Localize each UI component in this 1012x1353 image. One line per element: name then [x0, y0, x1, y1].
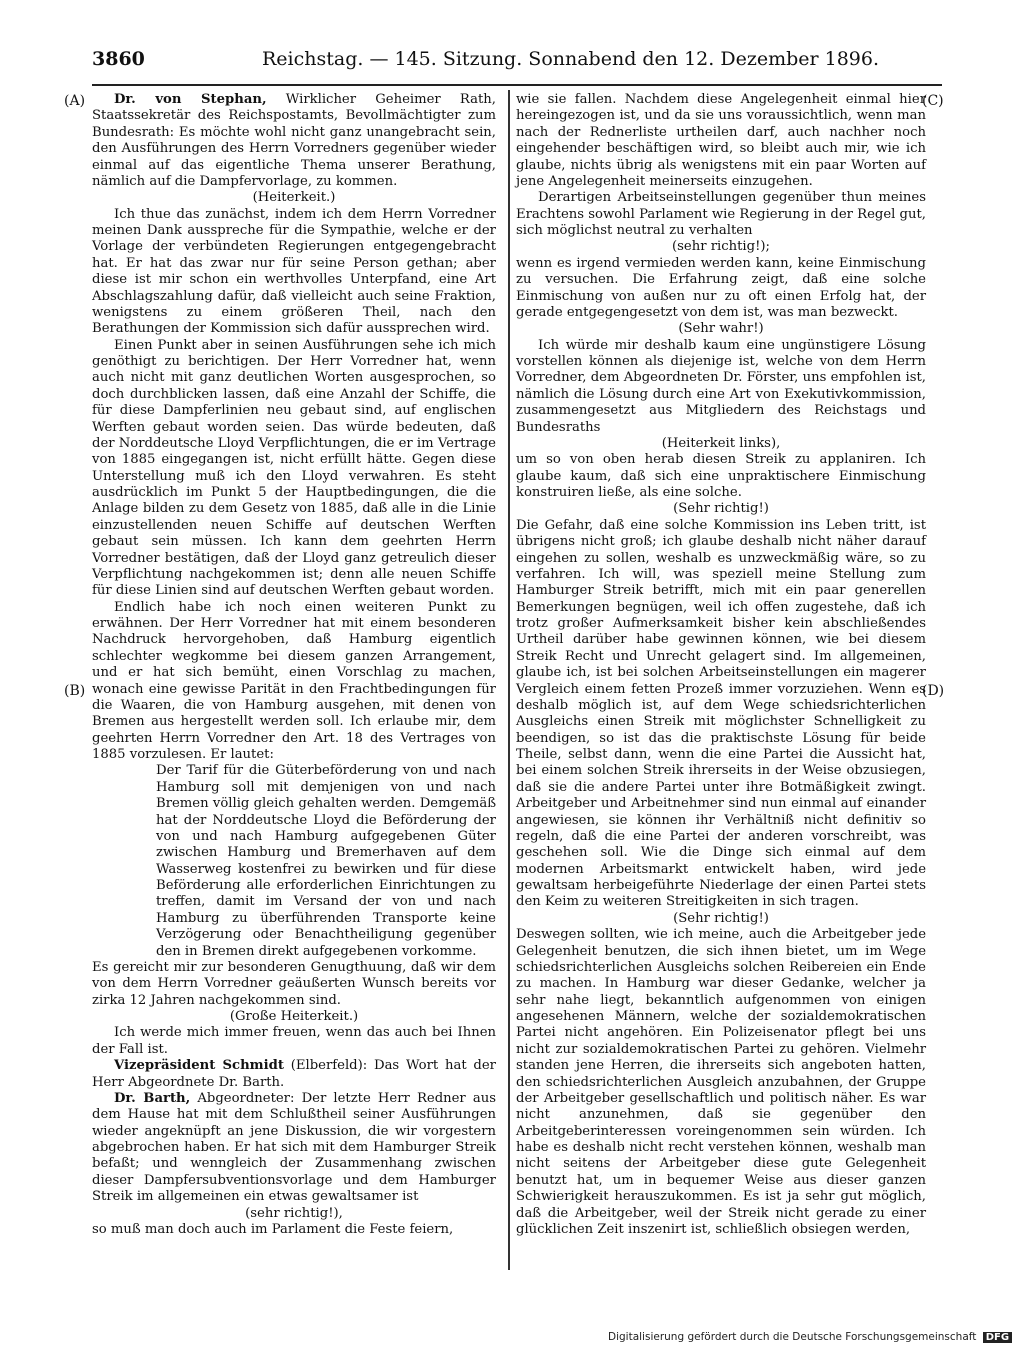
paragraph-text: Wirklicher Geheimer Rath, Staatssekretär des Reichspostamts, Bevollmächtigter zum Bundesrath: Es möchte wohl nicht ganz unangebracht sein, den Ausführungen des Herrn Vorredners gegenüber wieder einmal auf das eigentliche Thema unserer Berathung, nämlich auf die Dampfervorlage, zu kommen. [92, 92, 496, 189]
interjection: (Heiterkeit links), [661, 435, 781, 451]
paragraph: so muß man doch auch im Parlament die Feste feiern, [92, 1221, 454, 1237]
interjection: (Sehr wahr!) [678, 321, 764, 337]
running-title: Reichstag. — 145. Sitzung. Sonnabend den 12. Dezember 1896. [262, 48, 880, 70]
header-rule [92, 84, 942, 86]
paragraph: Derartigen Arbeitseinstellungen gegenüber thun meines Erachtens sowohl Parlament wie Regierung in der Regel gut, sich möglichst neutral zu verhalten [516, 190, 926, 238]
paragraph: Einen Punkt aber in seinen Ausführungen sehe ich mich genöthigt zu berichtigen. Der Herr Vorredner hat, wenn auch nicht mit ganz deutlichen Worten ausgesprochen, so doch durchblicken lassen, daß eine Anzahl der Schiffe, die für diese Dampferlinien neu gebaut sind, auf englischen Werften gebaut worden seien. Das würde bedeuten, daß der Norddeutsche Lloyd Verpflichtungen, die er im Vertrage von 1885 eingegangen ist, nicht erfüllt hätte. Gegen diese Unterstellung muß ich den Lloyd verwahren. Es steht ausdrücklich im Punkt 5 der Hauptbedingungen, die die Anlage bilden zu dem Gesetz von 1885, daß alle in die Linie einzustellenden neuen Schiffe auf deutschen Werften gebaut sein müssen. Ich kann dem geehrten Herrn Vorredner bestätigen, daß der Lloyd ganz getreulich dieser Verpflichtung nachgekommen ist; denn alle neuen Schiffe für diese Linien sind auf deutschen Werften gebaut worden. [92, 337, 496, 599]
speaker-name: Dr. von Stephan, [114, 92, 267, 107]
paragraph: Ich thue das zunächst, indem ich dem Herrn Vorredner meinen Dank ausspreche für die Sympathie, welche er der Vorlage der verbündeten Regierungen entgegengebracht hat. Er hat das zwar nur für seine Person gethan; aber diese ist mir schon ein werthvolles Unterpfand, eine Art Abschlagszahlung dafür, daß vielleicht auch seine Fraktion, wenigstens zu einem größeren Theil, nach den Berathungen der Kommission sich dafür aussprechen wird. [92, 206, 496, 337]
paragraph-text: Abgeordneter: Der letzte Herr Redner aus dem Hause hat mit dem Schlußtheil seiner Ausführungen wieder angeknüpft an jene Diskussion, die wir vorgestern abgebrochen haben. Er hat sich mit dem Hamburger Streik befaßt; und wenngleich der Zusammenhang zwischen dieser Dampfersubventionsvorlage und dem Hamburger Streik im allgemeinen ein etwas gewaltsamer ist [92, 1090, 497, 1205]
interjection: (sehr richtig!), [245, 1205, 343, 1221]
paragraph [92, 1058, 496, 1091]
paragraph: Deswegen sollten, wie ich meine, auch die Arbeitgeber jede Gelegenheit benutzen, die sich ihnen bietet, um im Wege schiedsrichterlichen Ausgleichs solchen Reibereien ein Ende zu machen. In Hamburg war dieser Gedanke, welcher ja sehr nahe liegt, bekanntlich aufgenommen von einigen angesehenen Männern, welche der sozialdemokratischen Partei nicht angehören. Ein Polizeisenator pflegt bei uns nicht zur sozialdemokratischen Partei zu gehören. Vielmehr standen jene Herren, die ihrerseits sich angeboten hatten, den schiedsrichterlichen Ausgleich anzubahnen, der Gruppe der Arbeitgeber gesellschaftlich und politisch näher. Es war nicht anzunehmen, daß sie gegenüber den Arbeitgeberinteressen voreingenommen sein würden. Ich habe es deshalb nicht recht verstehen können, weshalb man nicht seitens der Arbeitgeber diese gute Gelegenheit benutzt hat, um in bequemer Weise aus dieser ganzen Schwierigkeit herauszukommen. Es ist ja sehr gut möglich, daß die Arbeitgeber, weil der Streik nicht gerade zu einer glücklichen Zeit inszenirt ist, schließlich obsiegen werden, [516, 927, 926, 1237]
paragraph: wenn es irgend vermieden werden kann, keine Einmischung zu versuchen. Die Erfahrung zeigt, daß eine solche Einmischung von außen nur zu oft einen Erfolg hat, der gerade entgegengesetzt von dem ist, was man bezweckt. [516, 255, 926, 320]
speaker-name: Vizepräsident Schmidt [114, 1058, 284, 1074]
margin-marker-c: (C) [922, 93, 944, 109]
paragraph: Die Gefahr, daß eine solche Kommission ins Leben tritt, ist übrigens nicht groß; ich glaube deshalb nicht näher darauf eingehen zu sollen, weshalb es unzweckmäßig wäre, so zu verfahren. Ich will, was speziell meine Stellung zum Hamburger Streik betrifft, mich mit ein paar generellen Bemerkungen begnügen, weil ich offen zugestehe, daß ich trotz großer Aufmerksamkeit bisher kein abschließendes Urtheil darüber habe gewinnen können, wie bei diesem Streik Recht und Unrecht gelagert sind. Im allgemeinen, glaube ich, ist bei solchen Arbeitseinstellungen ein magerer Vergleich einem fetten Prozeß immer vorzuziehen. Wenn es deshalb möglich ist, auf dem Wege schiedsrichterlichen Ausgleichs einen Streik mit möglichster Schnelligkeit zu beendigen, so ist das die praktischste Lösung für beide Theile, selbst dann, wenn die eine Partei die Aussicht hat, bei einem solchen Streik ihrerseits in der Weise obzusiegen, daß sie die andere Partei unter ihre Botmäßigkeit zwingt. Arbeitgeber und Arbeitnehmer sind nun einmal auf einander angewiesen, sie können ihr Verhältniß nicht definitiv so regeln, daß die eine Partei der anderen vorschreibt, was geschehen soll. Wie die Dinge sich einmal auf dem modernen Arbeitsmarkt entwickelt haben, wird jede gewaltsam herbeigeführte Niederlage der einen Partei stets den Keim zu weiteren Streitigkeiten in sich tragen. [516, 517, 926, 910]
paragraph-text: (Elberfeld): Das Wort hat der Herr Abgeordnete Dr. Barth. [92, 1058, 496, 1090]
margin-marker-b: (B) [64, 683, 86, 699]
interjection: (Sehr richtig!) [673, 910, 769, 926]
interjection: (Sehr richtig!) [673, 501, 769, 517]
margin-marker-a: (A) [64, 93, 86, 109]
credit-text: Digitalisierung gefördert durch die Deutsche Forschungsgemeinschaft [608, 1331, 977, 1343]
page-number: 3860 [92, 48, 145, 70]
margin-marker-d: (D) [922, 683, 945, 699]
interjection: (Große Heiterkeit.) [229, 1009, 359, 1024]
column-divider [508, 90, 510, 1270]
paragraph [92, 92, 496, 190]
paragraph: Es gereicht mir zur besonderen Genugthuung, daß wir dem von dem Herrn Vorredner geäußerten Wunsch bereits vor zirka 12 Jahren nachgekommen sind. [92, 959, 496, 1008]
paragraph: wie sie fallen. Nachdem diese Angelegenheit einmal hier hereingezogen ist, und da sie uns voraussichtlich, wenn man nach der Rednerliste urtheilen darf, auch nachher noch eingehender beschäftigen wird, so bleibt auch mir, wie ich glaube, nichts übrig als wenigstens mit ein paar Worten auf jene Angelegenheit meinerseits einzugehen. [516, 92, 926, 189]
paragraph [92, 1091, 496, 1206]
paragraph: Ich werde mich immer freuen, wenn das auch bei Ihnen der Fall ist. [92, 1025, 496, 1057]
speaker-name: Dr. Barth, [114, 1090, 191, 1106]
paragraph: Endlich habe ich noch einen weiteren Punkt zu erwähnen. Der Herr Vorredner hat mit einem besonderen Nachdruck hervorgehoben, daß Hamburg eigentlich schlechter wegkomme bei diesem ganzen Arrangement, und er hat sich bemüht, einen Vorschlag zu machen, wonach eine gewisse Parität in den Frachtbedingungen für die Waaren, die von Hamburg ausgehen, mit denen von Bremen aus hergestellt werden soll. Ich erlaube mir, dem geehrten Herrn Vorredner den Art. 18 des Vertrages von 1885 vorzulesen. Er lautet: [92, 599, 496, 762]
digitization-credit [608, 1331, 1012, 1343]
quoted-article: Der Tarif für die Güterbeförderung von und nach Hamburg soll mit demjenigen von und nach Bremen völlig gleich gehalten werden. Demgemäß hat der Norddeutsche Lloyd die Beförderung der von und nach Hamburg aufgegebenen Güter zwischen Hamburg und Bremerhaven auf dem Wasserweg kostenfrei zu bewirken und für diese Beförderung alle erforderlichen Einrichtungen zu treffen, damit im Versand der von und nach Hamburg zu überführenden Transporte keine Verzögerung oder Benachtheiligung gegenüber den in Bremen direkt aufgegebenen vorkomme. [156, 763, 496, 959]
page-header [92, 46, 882, 76]
interjection: (Heiterkeit.) [252, 190, 336, 206]
dfg-logo: DFG [983, 1332, 1012, 1343]
paragraph: um so von oben herab diesen Streik zu applaniren. Ich glaube kaum, daß sich eine unpraktischere Einmischung konstruiren ließe, als eine solche. [516, 452, 926, 500]
paragraph: Ich würde mir deshalb kaum eine ungünstigere Lösung vorstellen können als diejenige ist, welche von dem Herrn Vorredner, dem Abgeordneten Dr. Förster, uns empfohlen ist, nämlich die Lösung durch eine Art von Exekutivkommission, zusammengesetzt aus Mitgliedern des Reichstags und Bundesraths [516, 337, 926, 435]
left-column [92, 92, 496, 1238]
right-column [516, 92, 926, 1238]
interjection: (sehr richtig!); [672, 239, 770, 255]
